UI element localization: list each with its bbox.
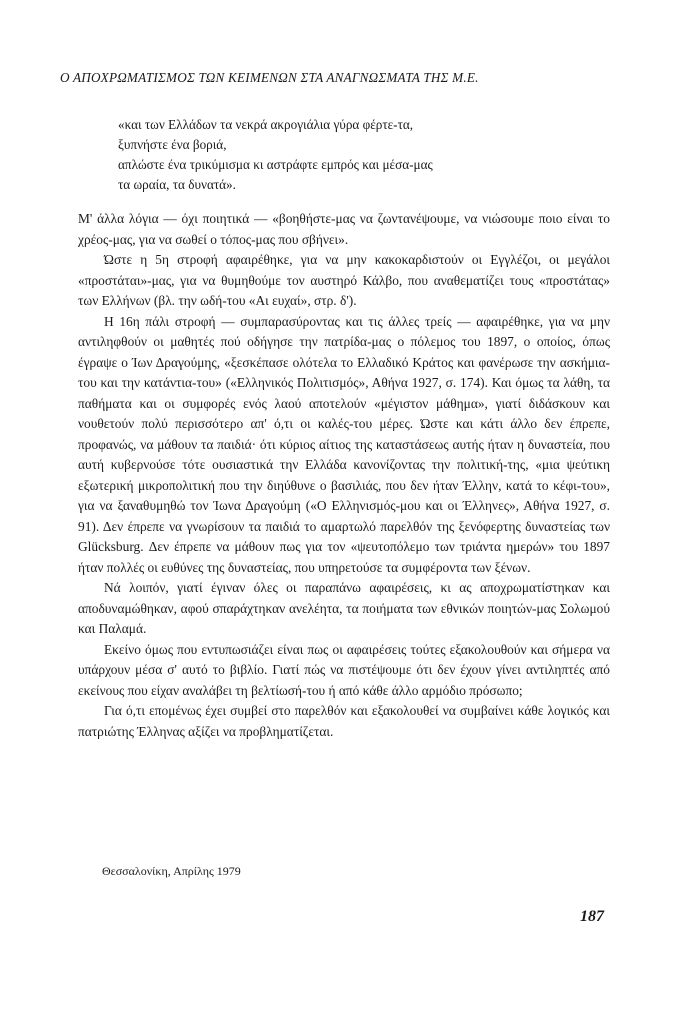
paragraph: Εκείνο όμως που εντυπωσιάζει είναι πως οι αφαιρέσεις τούτες εξακολουθούν και σήμερα να υπάρχουν μέσα σ' αυτό το βιβλίο. Γιατί πώς να πιστέψουμε ότι δεν έχουν γίνει αντιληπτές από εκείνους που είχαν αναλάβει τη βελτίωσή-του ή από κάθε άλλο αρμόδιο πρόσωπο; (78, 641, 610, 698)
verse-line: απλώστε ένα τρικύμισμα κι αστράφτε εμπρός και μέσα-μας (118, 157, 433, 172)
paragraph: Μ' άλλα λόγια — όχι ποιητικά — «βοηθήστε-μας να ζωντανέψουμε, να νιώσουμε ποιο είναι το χρέος-μας, για να σωθεί ο τόπος-μας που σβήνει». (78, 211, 610, 247)
verse-line: «και των Ελλάδων τα νεκρά ακρογιάλια γύρα φέρτε-τα, (118, 117, 414, 132)
running-header: Ο ΑΠΟΧΡΩΜΑΤΙΣΜΟΣ ΤΩΝ ΚΕΙΜΕΝΩΝ ΣΤΑ ΑΝΑΓΝΩΣΜΑΤΑ ΤΗΣ Μ.Ε. (60, 70, 479, 85)
verse-quote (118, 115, 598, 195)
place-date-signature: Θεσσαλονίκη, Απρίλης 1979 (102, 864, 241, 878)
paragraph: Νά λοιπόν, γιατί έγιναν όλες οι παραπάνω αφαιρέσεις, κι ας αποχρωματίστηκαν και αποδυναμώθηκαν, αφού σπαράχτηκαν ανελέητα, τα ποιήματα των εθνικών ποιητών-μας Σολωμού και Παλαμά. (78, 580, 610, 636)
body-text (78, 209, 610, 742)
verse-line: ξυπνήστε ένα βοριά, (118, 137, 227, 152)
verse-line: τα ωραία, τα δυνατά». (118, 177, 236, 192)
paragraph: Ώστε η 5η στροφή αφαιρέθηκε, για να μην κακοκαρδιστούν οι Εγγλέζοι, οι μεγάλοι «προστάται»-μας, για να θυμηθούμε τον αυστηρό Κάλβο, που αναθεματίζει τους «προστάτας» των Ελλήνων (βλ. την ωδή-του «Αι ευχαί», στρ. δ'). (78, 252, 610, 308)
paragraph: Η 16η πάλι στροφή — συμπαρασύροντας και τις άλλες τρείς — αφαιρέθηκε, για να μην αντιληφθούν οι μαθητές πού οδήγησε την πατρίδα-μας ο πόλεμος του 1897, ο οποίος, όπως έγραψε ο Ίων Δραγούμης, «ξεσκέπασε ολότελα το Ελλαδικό Κράτος και φανέρωσε την ασκήμια-του και την κατάντια-του» («Ελληνικός Πολιτισμός», Αθήνα 1927, σ. 174). Και όμως τα λάθη, τα παθήματα και οι συμφορές ενός λαού αποτελούν «μέγιστον μάθημα», γιατί διδάσκουν και νουθετούν πολύ περισσότερο απ' ό,τι οι καλές-του μέρες. Ώστε και κάτι άλλο δεν έπρεπε, προφανώς, να μάθουν τα παιδιά· ότι κύριος αίτιος της καταστάσεως αυτής ήταν η δυναστεία, που αυτή κυβερνούσε τότε ουσιαστικά την Ελλάδα κανονίζοντας την πολιτική-της, «μια ψεύτικη εξωτερική μικροπολιτική που την διηύθυνε ο βασιλιάς, που δεν ήταν Έλλην, κατά το κέφι-του», για να ξαναθυμηθώ τον Ίωνα Δραγούμη («Ο Ελληνισμός-μου και οι Έλληνες», Αθήνα 1927, σ. 91). Δεν έπρεπε να γνωρίσουν τα παιδιά το αμαρτωλό παρελθόν της ξενόφερτης δυναστείας των Glücksburg. Δεν έπρεπε να μάθουν πως για τον «ψευτοπόλεμο των τριάντα ημερών» του 1897 ήταν πολλές οι ευθύνες της δυναστείας, που υπηρετούσε τα συμφέροντα των ξένων. (78, 313, 610, 575)
page-number: 187 (580, 908, 604, 925)
paragraph: Για ό,τι επομένως έχει συμβεί στο παρελθόν και εξακολουθεί να συμβαίνει κάθε λογικός και πατριώτης Έλληνας αξίζει να προβληματίζεται. (78, 703, 610, 739)
